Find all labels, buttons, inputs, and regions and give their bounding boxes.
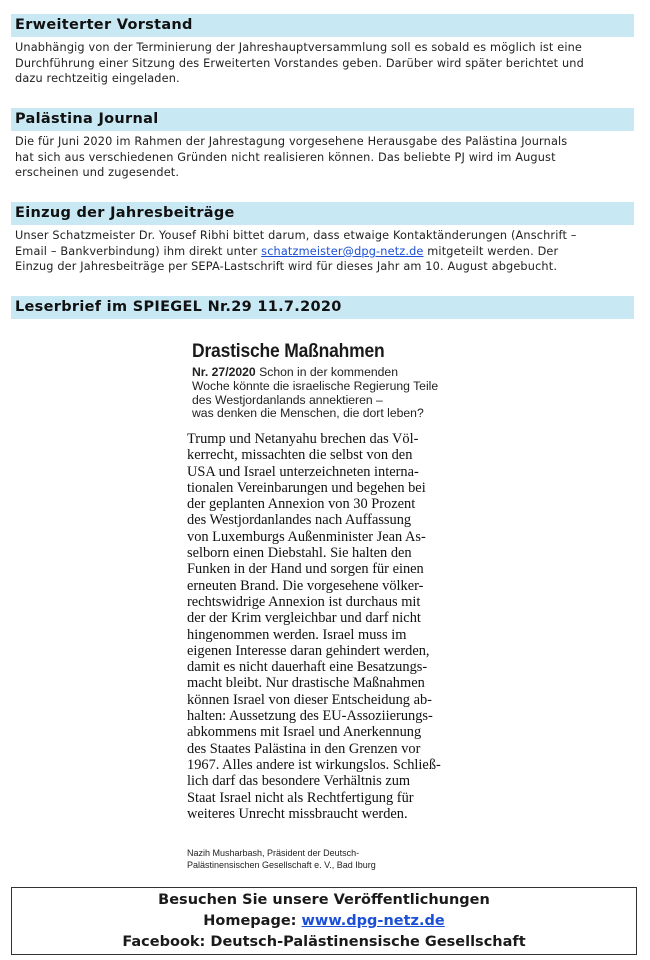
- letter-line: damit es nicht dauerhaft eine Besatzungs-: [187, 659, 428, 676]
- homepage-label: Homepage:: [203, 913, 302, 929]
- homepage-link[interactable]: www.dpg-netz.de: [301, 913, 445, 929]
- letter-line: USA und Israel unterzeichneten interna-: [187, 463, 419, 480]
- text-line: Durchführung einer Sitzung des Erweiterten Vorstandes geben. Darüber wird später berichtet und: [15, 56, 584, 70]
- section-heading: Leserbrief im SPIEGEL Nr.29 11.7.2020: [11, 296, 634, 319]
- letter-line: Trump und Netanyahu brechen das Völ-: [187, 431, 419, 447]
- lead-text: Schon in der kommenden: [259, 365, 398, 379]
- footer-homepage-line: [12, 911, 636, 932]
- letter-line: 1967. Alles andere ist wirkungslos. Schließ-: [187, 756, 441, 773]
- letter-line: der geplanten Annexion von 30 Prozent: [187, 496, 416, 513]
- section-heading: Erweiterter Vorstand: [11, 14, 634, 37]
- footer-box: [11, 887, 637, 955]
- spiegel-clipping: [175, 325, 475, 880]
- text-line: dazu rechtzeitig eingeladen.: [15, 72, 180, 86]
- section-heading: Einzug der Jahresbeiträge: [11, 202, 634, 225]
- text-line: Unser Schatzmeister Dr. Yousef Ribhi bittet darum, dass etwaige Kontaktänderungen (Anschrift –: [15, 229, 577, 242]
- letter-line: können Israel von dieser Entscheidung ab-: [187, 691, 432, 708]
- text-line: Unabhängig von der Terminierung der Jahreshauptversammlung soll es sobald es möglich ist eine: [15, 41, 583, 54]
- treasurer-email-link[interactable]: schatzmeister@dpg-netz.de: [261, 244, 424, 258]
- letter-line: hingenommen werden. Israel muss im: [187, 626, 407, 643]
- letter-line: von Luxemburgs Außenminister Jean As-: [187, 528, 426, 545]
- letter-line: des Westjordanlandes nach Auffassung: [187, 512, 412, 529]
- section-leserbrief: [11, 296, 634, 319]
- clipping-title: Drastische Maßnahmen: [192, 341, 385, 362]
- issue-number: Nr. 27/2020: [192, 365, 256, 379]
- text-line: [15, 244, 634, 260]
- text-fragment: Email – Bankverbindung) ihm direkt unter: [15, 244, 262, 258]
- letter-line: kerrecht, missachten die selbst von den: [187, 447, 413, 464]
- letter-line: Funken in der Hand und sorgen für einen: [187, 561, 424, 578]
- letter-body: [187, 431, 473, 822]
- letter-line: erneuten Brand. Die vorgesehene völker-: [187, 577, 424, 594]
- section-erweiterter-vorstand: [11, 14, 634, 87]
- letter-line: eigenen Interesse daran gehindert werden,: [187, 642, 430, 659]
- text-line: Die für Juni 2020 im Rahmen der Jahrestagung vorgesehene Herausgabe des Palästina Journals: [15, 135, 568, 148]
- signature-line: Nazih Musharbash, Präsident der Deutsch-: [187, 848, 360, 858]
- text-line: erscheinen und zugesendet.: [15, 166, 180, 180]
- letter-line: abkommens mit Israel und Anerkennung: [187, 724, 422, 741]
- clipping-lead: [192, 366, 462, 421]
- letter-line: weiteres Unrecht missbraucht werden.: [187, 805, 408, 822]
- letter-line: tionalen Vereinbarungen und begehen bei: [187, 479, 426, 496]
- letter-line: Staat Israel nicht als Rechtfertigung für: [187, 789, 414, 806]
- text-line: Einzug der Jahresbeiträge per SEPA-Lastschrift wird für dieses Jahr am 10. August abgebucht.: [15, 260, 558, 274]
- footer-line: Besuchen Sie unsere Veröffentlichungen: [158, 892, 490, 908]
- section-body: [11, 37, 634, 87]
- letter-line: lich darf das besondere Verhältnis zum: [187, 773, 411, 790]
- section-palaestina-journal: [11, 108, 634, 181]
- section-body: [11, 131, 634, 181]
- section-jahresbeitraege: [11, 202, 634, 275]
- signature-line: Palästinensischen Gesellschaft e. V., Bad Iburg: [187, 860, 376, 870]
- lead-line: was denken die Menschen, die dort leben?: [192, 406, 424, 421]
- letter-line: selborn einen Diebstahl. Sie halten den: [187, 545, 412, 562]
- text-line: hat sich aus verschiedenen Gründen nicht realisieren können. Das beliebte PJ wird im August: [15, 150, 556, 164]
- letter-signature: [187, 847, 376, 871]
- letter-line: macht bleibt. Nur drastische Maßnahmen: [187, 675, 425, 692]
- footer-facebook-line: Facebook: Deutsch-Palästinensische Gesellschaft: [122, 934, 526, 950]
- section-heading: Palästina Journal: [11, 108, 634, 131]
- lead-line: des Westjordanlands annektieren –: [192, 392, 383, 407]
- letter-line: der der Krim vergleichbar und darf nicht: [187, 610, 421, 627]
- section-body: [11, 225, 634, 275]
- letter-line: halten: Aussetzung des EU-Assoziierungs-: [187, 708, 433, 725]
- lead-line: Woche könnte die israelische Regierung Teile: [192, 378, 439, 393]
- letter-line: rechtswidrige Annexion ist durchaus mit: [187, 593, 421, 610]
- text-fragment: mitgeteilt werden. Der: [423, 244, 559, 258]
- lead-line: [192, 366, 462, 380]
- letter-line: des Staates Palästina in den Grenzen vor: [187, 740, 421, 757]
